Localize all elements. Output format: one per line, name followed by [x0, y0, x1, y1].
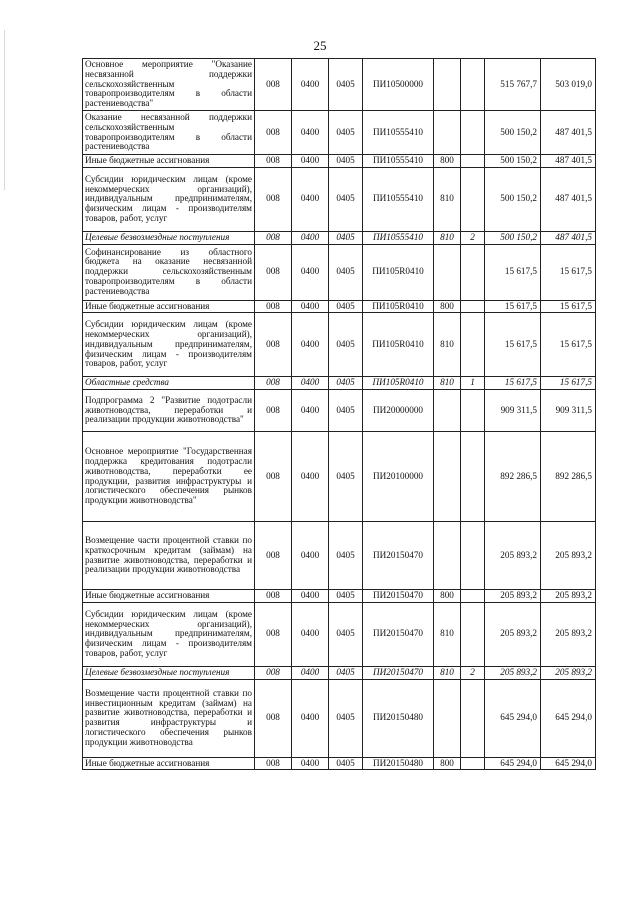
amount-year2-cell: 15 617,5 [541, 244, 596, 300]
section-code-cell: 0400 [292, 155, 329, 168]
department-code-cell: 008 [255, 155, 292, 168]
expense-type-cell [434, 244, 461, 300]
amount-year2-cell: 487 401,5 [541, 155, 596, 168]
funding-source-cell [461, 313, 485, 377]
target-article-cell: ПИ20150470 [363, 522, 434, 590]
expense-type-cell: 810 [434, 666, 461, 679]
subsection-code-cell: 0405 [329, 590, 363, 603]
expense-name-cell: Софинансирование из областного бюджета на оказание несвязанной поддержки сельскохозяйственным товаропроизводителям в области растениеводства [83, 244, 255, 300]
expense-name-cell: Иные бюджетные ассигнования [83, 757, 255, 770]
expense-type-cell: 810 [434, 167, 461, 231]
department-code-cell: 008 [255, 590, 292, 603]
target-article-cell: ПИ20150480 [363, 757, 434, 770]
amount-year1-cell: 500 150,2 [485, 231, 541, 244]
table-row [83, 300, 596, 313]
expense-type-cell [434, 59, 461, 111]
scan-edge-mark [4, 30, 5, 190]
amount-year2-cell: 15 617,5 [541, 300, 596, 313]
budget-table-body [83, 59, 596, 770]
expense-type-cell: 810 [434, 377, 461, 390]
target-article-cell: ПИ10555410 [363, 111, 434, 155]
funding-source-cell: 2 [461, 231, 485, 244]
section-code-cell: 0400 [292, 590, 329, 603]
amount-year2-cell: 205 893,2 [541, 522, 596, 590]
funding-source-cell: 1 [461, 377, 485, 390]
table-row [83, 590, 596, 603]
expense-name-cell: Оказание несвязанной поддержки сельскохозяйственным товаропроизводителям в области растениеводства [83, 111, 255, 155]
department-code-cell: 008 [255, 602, 292, 666]
expense-name-cell: Иные бюджетные ассигнования [83, 155, 255, 168]
expense-type-cell [434, 390, 461, 432]
subsection-code-cell: 0405 [329, 231, 363, 244]
expense-name-cell: Основное мероприятие "Оказание несвязанной поддержки сельскохозяйственным товаропроизводителям в области растениеводства" [83, 59, 255, 111]
funding-source-cell [461, 522, 485, 590]
amount-year1-cell: 15 617,5 [485, 313, 541, 377]
amount-year2-cell: 15 617,5 [541, 377, 596, 390]
department-code-cell: 008 [255, 679, 292, 757]
amount-year2-cell: 892 286,5 [541, 432, 596, 522]
department-code-cell: 008 [255, 377, 292, 390]
amount-year1-cell: 645 294,0 [485, 757, 541, 770]
subsection-code-cell: 0405 [329, 300, 363, 313]
table-row [83, 602, 596, 666]
department-code-cell: 008 [255, 522, 292, 590]
expense-name-cell: Субсидии юридическим лицам (кроме некоммерческих организаций), индивидуальным предпринимателям, физическим лицам - производителям товаров, работ, услуг [83, 167, 255, 231]
expense-type-cell [434, 679, 461, 757]
expense-name-cell: Целевые безвозмездные поступления [83, 231, 255, 244]
target-article-cell: ПИ20100000 [363, 432, 434, 522]
amount-year1-cell: 15 617,5 [485, 244, 541, 300]
subsection-code-cell: 0405 [329, 390, 363, 432]
subsection-code-cell: 0405 [329, 666, 363, 679]
amount-year1-cell: 909 311,5 [485, 390, 541, 432]
amount-year1-cell: 500 150,2 [485, 167, 541, 231]
section-code-cell: 0400 [292, 244, 329, 300]
section-code-cell: 0400 [292, 679, 329, 757]
subsection-code-cell: 0405 [329, 167, 363, 231]
section-code-cell: 0400 [292, 602, 329, 666]
table-row [83, 377, 596, 390]
expense-name-cell: Возмещение части процентной ставки по инвестиционным кредитам (займам) на развитие животноводства, переработки и развития инфраструктуры и логистического обеспечения рынков продукции животноводства [83, 679, 255, 757]
funding-source-cell [461, 432, 485, 522]
target-article-cell: ПИ10555410 [363, 231, 434, 244]
target-article-cell: ПИ10500000 [363, 59, 434, 111]
target-article-cell: ПИ105R0410 [363, 313, 434, 377]
funding-source-cell [461, 590, 485, 603]
table-row [83, 231, 596, 244]
expense-type-cell: 800 [434, 590, 461, 603]
department-code-cell: 008 [255, 111, 292, 155]
funding-source-cell [461, 300, 485, 313]
amount-year2-cell: 645 294,0 [541, 757, 596, 770]
table-row [83, 666, 596, 679]
subsection-code-cell: 0405 [329, 679, 363, 757]
target-article-cell: ПИ105R0410 [363, 300, 434, 313]
page-number: 25 [313, 38, 327, 53]
department-code-cell: 008 [255, 432, 292, 522]
budget-table-container [82, 58, 595, 770]
target-article-cell: ПИ105R0410 [363, 377, 434, 390]
funding-source-cell [461, 111, 485, 155]
expense-type-cell [434, 111, 461, 155]
subsection-code-cell: 0405 [329, 522, 363, 590]
table-row [83, 313, 596, 377]
table-row [83, 522, 596, 590]
expense-type-cell: 810 [434, 602, 461, 666]
subsection-code-cell: 0405 [329, 432, 363, 522]
amount-year2-cell: 205 893,2 [541, 602, 596, 666]
amount-year1-cell: 15 617,5 [485, 377, 541, 390]
target-article-cell: ПИ20150470 [363, 590, 434, 603]
target-article-cell: ПИ10555410 [363, 167, 434, 231]
section-code-cell: 0400 [292, 300, 329, 313]
subsection-code-cell: 0405 [329, 313, 363, 377]
section-code-cell: 0400 [292, 111, 329, 155]
amount-year2-cell: 487 401,5 [541, 111, 596, 155]
target-article-cell: ПИ20150470 [363, 666, 434, 679]
subsection-code-cell: 0405 [329, 377, 363, 390]
amount-year1-cell: 205 893,2 [485, 602, 541, 666]
expense-type-cell: 800 [434, 757, 461, 770]
subsection-code-cell: 0405 [329, 244, 363, 300]
amount-year2-cell: 205 893,2 [541, 666, 596, 679]
subsection-code-cell: 0405 [329, 602, 363, 666]
funding-source-cell [461, 59, 485, 111]
expense-type-cell: 810 [434, 313, 461, 377]
expense-name-cell: Целевые безвозмездные поступления [83, 666, 255, 679]
table-row [83, 432, 596, 522]
amount-year1-cell: 205 893,2 [485, 522, 541, 590]
section-code-cell: 0400 [292, 757, 329, 770]
expense-name-cell: Иные бюджетные ассигнования [83, 300, 255, 313]
department-code-cell: 008 [255, 231, 292, 244]
amount-year2-cell: 15 617,5 [541, 313, 596, 377]
target-article-cell: ПИ105R0410 [363, 244, 434, 300]
section-code-cell: 0400 [292, 390, 329, 432]
table-row [83, 244, 596, 300]
expense-name-cell: Основное мероприятие "Государственная поддержка кредитования подотрасли животноводства, переработки ее продукции, развития инфраструктуры и логистического обеспечения рынков продукции животноводства" [83, 432, 255, 522]
section-code-cell: 0400 [292, 313, 329, 377]
department-code-cell: 008 [255, 167, 292, 231]
budget-table [82, 58, 596, 770]
amount-year1-cell: 645 294,0 [485, 679, 541, 757]
amount-year1-cell: 500 150,2 [485, 155, 541, 168]
section-code-cell: 0400 [292, 432, 329, 522]
expense-type-cell [434, 522, 461, 590]
expense-name-cell: Иные бюджетные ассигнования [83, 590, 255, 603]
subsection-code-cell: 0405 [329, 757, 363, 770]
department-code-cell: 008 [255, 390, 292, 432]
funding-source-cell [461, 390, 485, 432]
target-article-cell: ПИ10555410 [363, 155, 434, 168]
table-row [83, 757, 596, 770]
subsection-code-cell: 0405 [329, 111, 363, 155]
department-code-cell: 008 [255, 59, 292, 111]
section-code-cell: 0400 [292, 59, 329, 111]
expense-type-cell: 800 [434, 300, 461, 313]
amount-year1-cell: 515 767,7 [485, 59, 541, 111]
section-code-cell: 0400 [292, 522, 329, 590]
table-row [83, 390, 596, 432]
expense-type-cell: 800 [434, 155, 461, 168]
department-code-cell: 008 [255, 300, 292, 313]
amount-year2-cell: 205 893,2 [541, 590, 596, 603]
expense-name-cell: Областные средства [83, 377, 255, 390]
funding-source-cell [461, 167, 485, 231]
table-row [83, 679, 596, 757]
funding-source-cell: 2 [461, 666, 485, 679]
amount-year1-cell: 205 893,2 [485, 590, 541, 603]
department-code-cell: 008 [255, 313, 292, 377]
amount-year2-cell: 487 401,5 [541, 167, 596, 231]
expense-type-cell: 810 [434, 231, 461, 244]
funding-source-cell [461, 679, 485, 757]
expense-name-cell: Подпрограмма 2 "Развитие подотрасли животноводства, переработки и реализации продукции животноводства" [83, 390, 255, 432]
section-code-cell: 0400 [292, 167, 329, 231]
funding-source-cell [461, 602, 485, 666]
funding-source-cell [461, 757, 485, 770]
department-code-cell: 008 [255, 244, 292, 300]
expense-type-cell [434, 432, 461, 522]
expense-name-cell: Субсидии юридическим лицам (кроме некоммерческих организаций), индивидуальным предпринимателям, физическим лицам - производителям товаров, работ, услуг [83, 602, 255, 666]
subsection-code-cell: 0405 [329, 155, 363, 168]
amount-year2-cell: 645 294,0 [541, 679, 596, 757]
subsection-code-cell: 0405 [329, 59, 363, 111]
funding-source-cell [461, 155, 485, 168]
amount-year1-cell: 500 150,2 [485, 111, 541, 155]
target-article-cell: ПИ20150470 [363, 602, 434, 666]
amount-year1-cell: 892 286,5 [485, 432, 541, 522]
amount-year2-cell: 487 401,5 [541, 231, 596, 244]
target-article-cell: ПИ20150480 [363, 679, 434, 757]
department-code-cell: 008 [255, 757, 292, 770]
funding-source-cell [461, 244, 485, 300]
table-row [83, 167, 596, 231]
table-row [83, 155, 596, 168]
table-row [83, 59, 596, 111]
section-code-cell: 0400 [292, 377, 329, 390]
amount-year2-cell: 909 311,5 [541, 390, 596, 432]
expense-name-cell: Субсидии юридическим лицам (кроме некоммерческих организаций), индивидуальным предпринимателям, физическим лицам - производителям товаров, работ, услуг [83, 313, 255, 377]
amount-year1-cell: 15 617,5 [485, 300, 541, 313]
target-article-cell: ПИ20000000 [363, 390, 434, 432]
section-code-cell: 0400 [292, 666, 329, 679]
amount-year1-cell: 205 893,2 [485, 666, 541, 679]
expense-name-cell: Возмещение части процентной ставки по краткосрочным кредитам (займам) на развитие животноводства, переработки и реализации продукции животноводства [83, 522, 255, 590]
amount-year2-cell: 503 019,0 [541, 59, 596, 111]
table-row [83, 111, 596, 155]
section-code-cell: 0400 [292, 231, 329, 244]
department-code-cell: 008 [255, 666, 292, 679]
